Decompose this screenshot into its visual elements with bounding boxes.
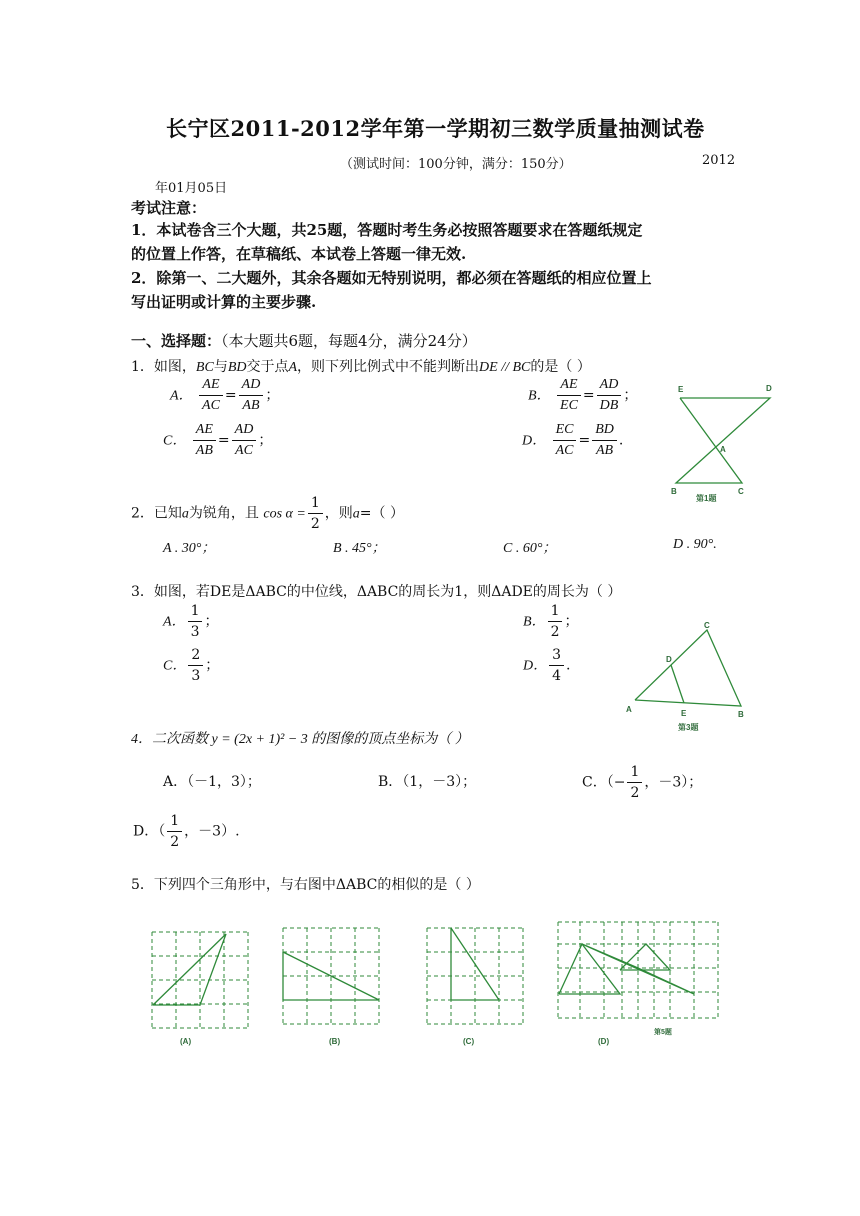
q5-figure-b [281, 926, 386, 1054]
q5-fig-caption: 第5题 [654, 1029, 672, 1036]
q1-fig-label-a: A [720, 445, 726, 454]
q3-fig-label-d: D [666, 655, 672, 664]
q4-option-c: C．（− $\frac{1}{2}$ ，－3）； [582, 764, 703, 801]
q2-option-c: C . 60°； [503, 541, 557, 556]
notice-item-2-line-2: 写出证明或计算的主要步骤. [131, 293, 317, 311]
q3-option-c: C． $\frac{2}{3}$ ； [163, 647, 220, 684]
q2-option-b: B . 45°； [333, 541, 386, 556]
q1-bc: BC [195, 360, 214, 375]
q5-figure-d [556, 918, 726, 1054]
q3-figure [620, 618, 750, 742]
q1-text3: ，则下列比例式中不能判断出 [297, 359, 480, 375]
q4-option-b: B．（1，－3）； [378, 774, 477, 790]
q3-fig-caption: 第3题 [678, 723, 699, 732]
q5-label-a: (A) [180, 1037, 192, 1046]
notice-item-1-line-2: 的位置上作答，在草稿纸、本试卷上答题一律无效. [131, 245, 467, 263]
notice-heading: 考试注意： [131, 199, 207, 217]
q3-option-d: D． $\frac{3}{4}$ . [523, 647, 571, 684]
q2-option-d: D . 90°. [673, 537, 717, 552]
q4-option-a: A．（－1，3）； [163, 774, 261, 790]
q1-parallel: DE // BC [479, 360, 531, 375]
q5-label-d: (D) [598, 1037, 610, 1046]
question-3-stem: 3．如图，若DE是ΔABC的中位线，ΔABC的周长为1，则ΔADE的周长为（ ） [131, 584, 622, 600]
q5-d-triangle-1 [559, 944, 620, 994]
exam-year: 2012 [702, 153, 736, 168]
question-1-stem [131, 356, 591, 376]
q3-option-a: A． $\frac{1}{3}$ ； [163, 603, 219, 640]
q5-label-b: (B) [329, 1037, 341, 1046]
notice-item-2-line-1: 2．除第一、二大题外，其余各题如无特别说明，都必须在答题纸的相应位置上 [131, 269, 652, 287]
q5-a-triangle [153, 934, 226, 1005]
q3-option-b: B． $\frac{1}{2}$ ； [523, 603, 579, 640]
q1-option-d: D． $\frac{EC}{AC}$ = $\frac{BD}{AB}$ . [522, 422, 624, 458]
page-title: 长宁区2011-2012学年第一学期初三数学质量抽测试卷 [166, 116, 705, 141]
q3-fig-label-b: B [738, 710, 744, 719]
q1-option-c: C． $\frac{AE}{AB}$ = $\frac{AD}{AC}$ ； [163, 422, 273, 458]
section-desc: （本大题共6题，每题4分，满分24分） [221, 332, 477, 350]
q5-figure-a [150, 930, 255, 1054]
section-title: 一、选择题： [131, 332, 222, 350]
q1-text2: 交于点 [246, 359, 289, 375]
q4-option-d: D．（ $\frac{1}{2}$ ，－3）. [133, 813, 240, 850]
q5-label-c: (C) [463, 1037, 475, 1046]
question-2-stem: 2．已知a为锐角，且 cos α = $\frac{1}{2}$ ，则a=（ ） [131, 495, 404, 532]
q1-text4: 的是（ ） [530, 359, 591, 375]
q5-d-triangle-3 [620, 944, 670, 970]
q1-fig-label-d: D [766, 384, 772, 393]
q1-fig-label-b: B [671, 487, 677, 496]
q3-fig-label-e: E [681, 709, 687, 718]
q1-option-b: B． $\frac{AE}{EC}$ = $\frac{AD}{DB}$ ； [528, 377, 638, 413]
exam-date: 年01月05日 [155, 181, 228, 196]
section-heading [131, 330, 477, 351]
q5-figure-c [425, 926, 530, 1054]
q2-option-a: A . 30°； [163, 541, 216, 556]
q3-figure-triangle [635, 630, 741, 706]
q3-fig-label-c: C [704, 621, 710, 630]
q1-fig-label-e: E [678, 385, 684, 394]
q1-figure [668, 380, 788, 514]
q1-num: 1．如图， [131, 359, 196, 375]
test-time-note: （测试时间：100分钟，满分：150分） [340, 157, 572, 172]
q1-option-a: A． $\frac{AE}{AC}$ = $\frac{AD}{AB}$ ； [170, 377, 280, 413]
q1-fig-caption: 第1题 [696, 494, 717, 503]
q1-point-a: A [288, 360, 298, 375]
q1-text: 与 [213, 359, 228, 375]
question-4-stem: 4．二次函数 y = (2x + 1)² − 3 的图像的顶点坐标为（ ） [131, 732, 469, 747]
q3-fig-label-a: A [626, 705, 632, 714]
question-5-stem: 5．下列四个三角形中，与右图中ΔABC的相似的是（ ） [131, 877, 480, 893]
q1-figure-lines [676, 398, 770, 483]
q1-bd: BD [227, 360, 247, 375]
q3-figure-midline [671, 665, 684, 703]
q1-fig-label-c: C [738, 487, 744, 496]
notice-item-1-line-1: 1．本试卷含三个大题，共25题，答题时考生务必按照答题要求在答题纸规定 [131, 221, 643, 239]
